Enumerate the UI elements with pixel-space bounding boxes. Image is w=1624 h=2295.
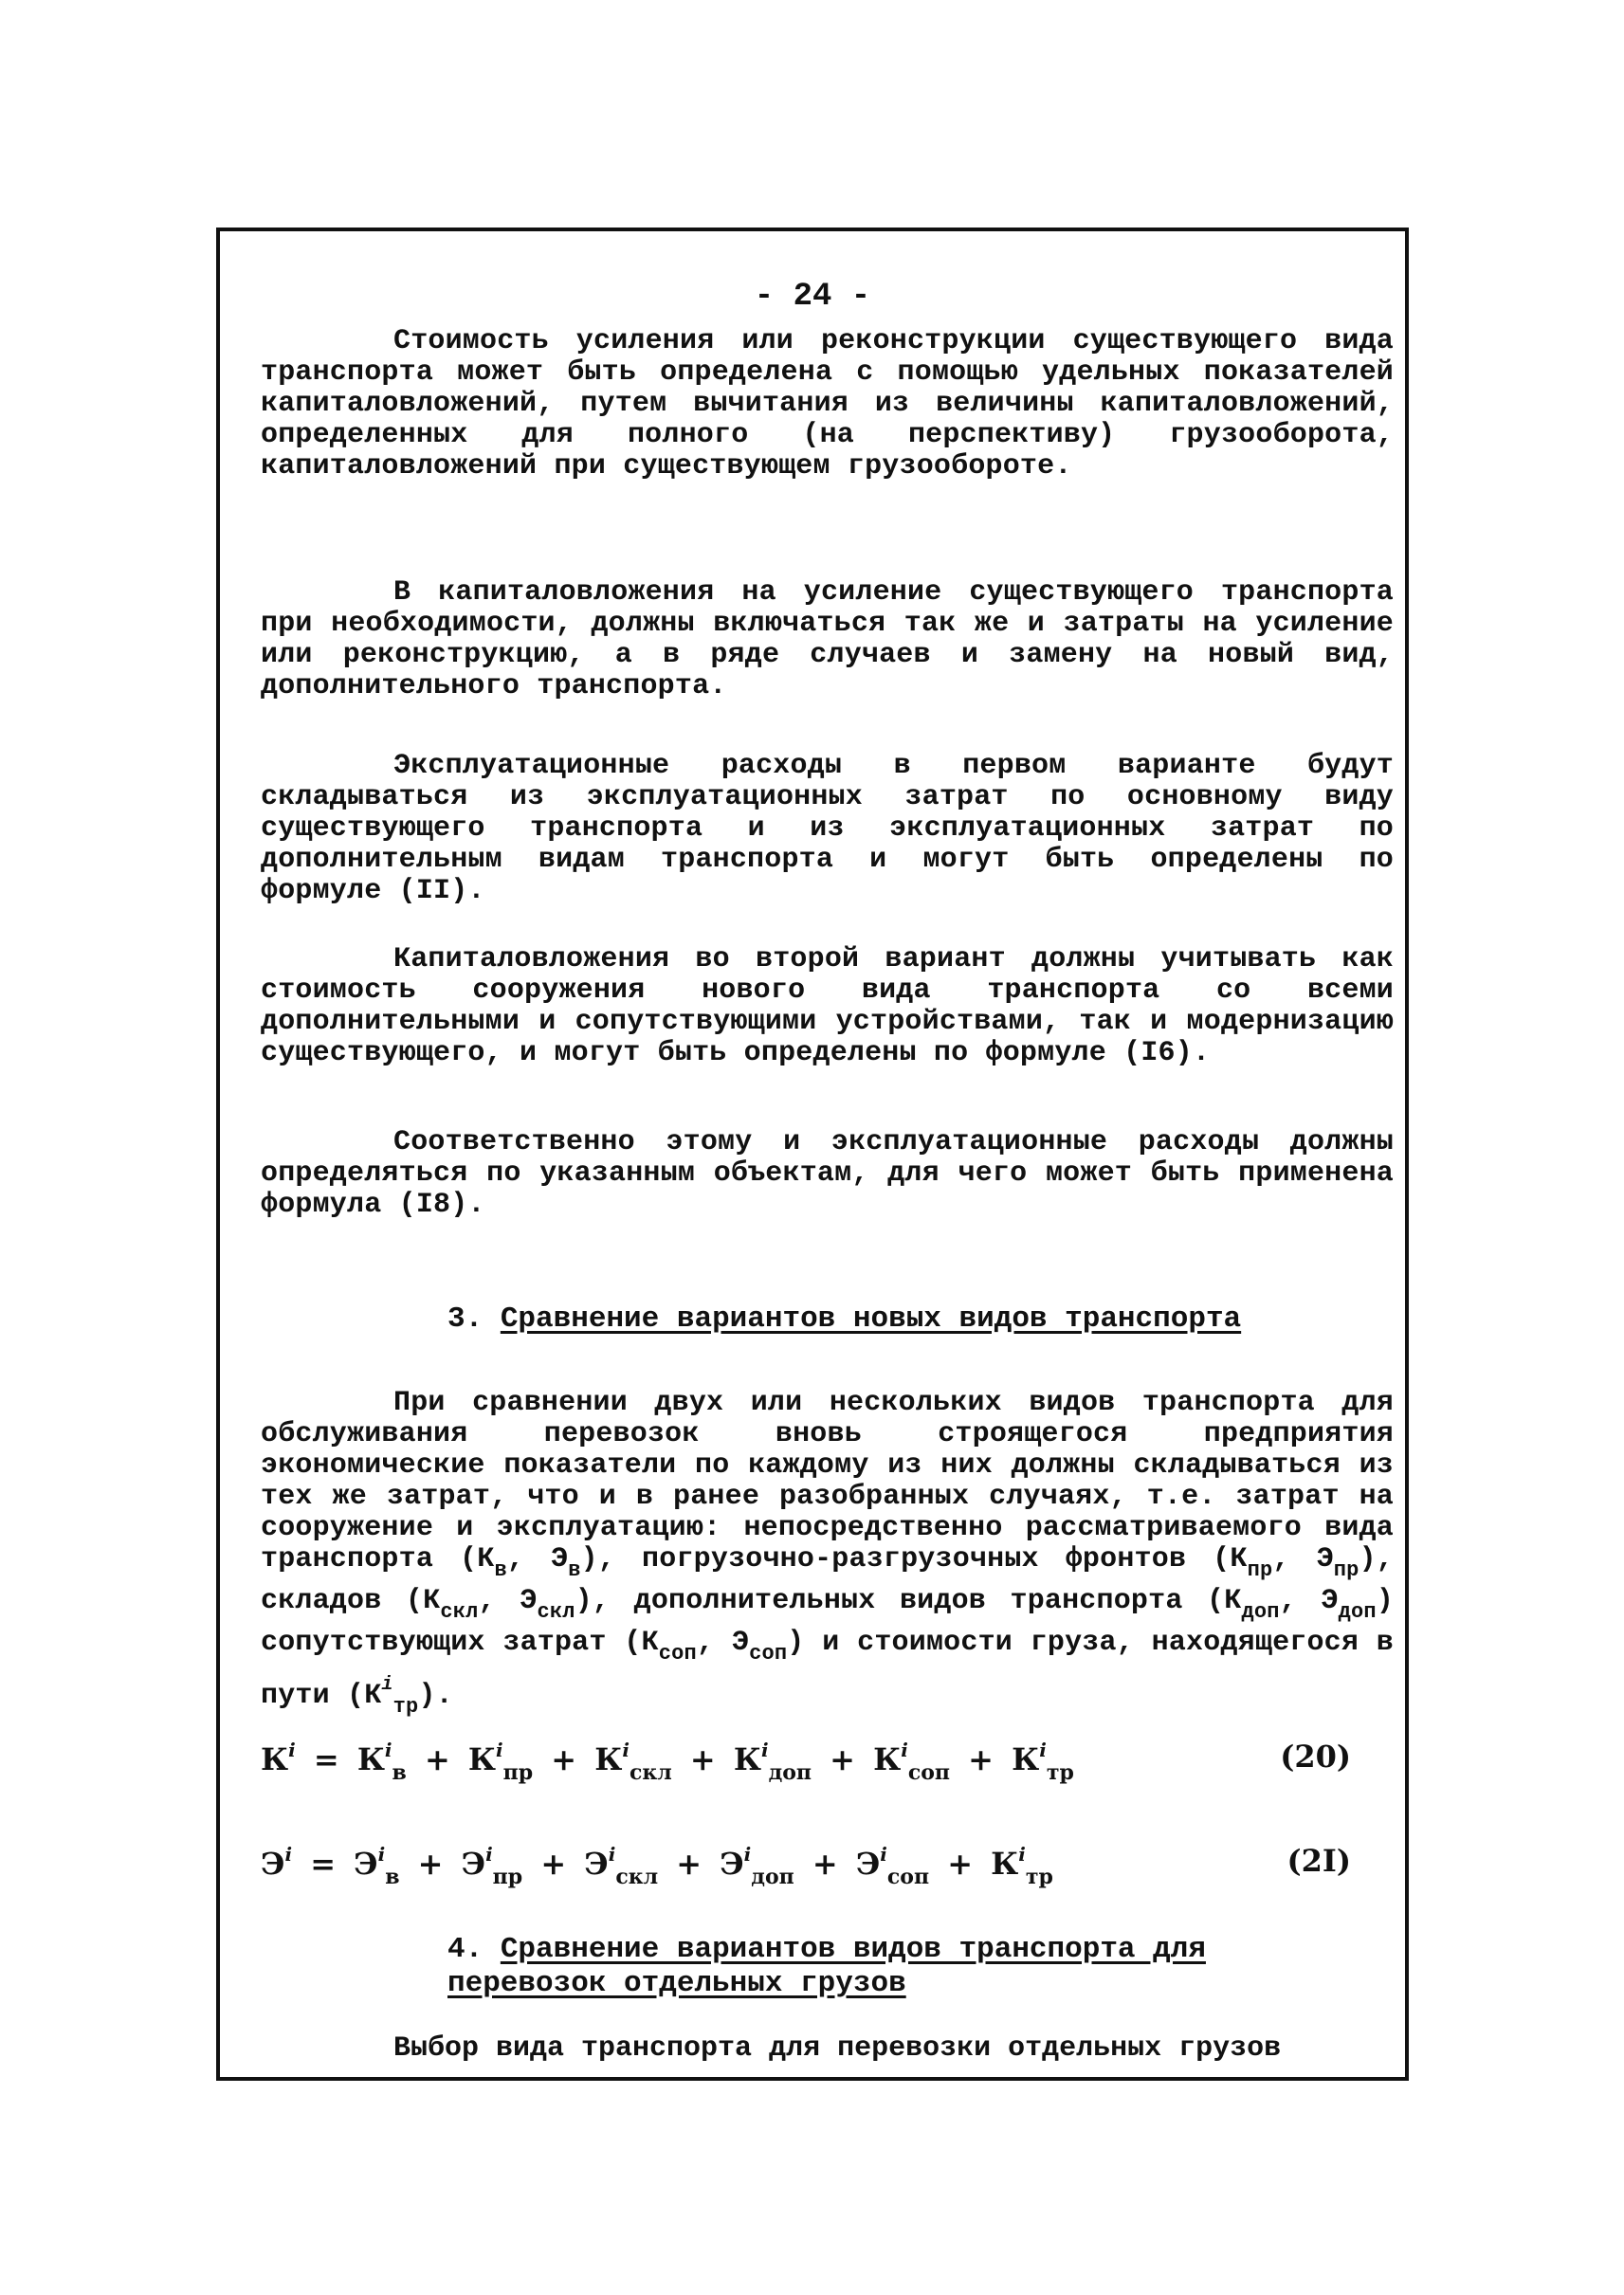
sym-edop: $Э_{доп}$ — [1321, 1585, 1377, 1624]
paragraph-3: Эксплуатационные расходы в первом варианте будут складываться из эксплуатационных затрат по основному виду существующего транспорта и из эксплуатационных затрат по дополнительным видам транспорта и могут быть определены по формуле (II). — [261, 750, 1394, 907]
paragraph-1: Стоимость усиления или реконструкции существующего вида транспорта может быть определена с помощью удельных показателей капиталовложений, путем вычитания из величины капиталовложений, определенных для полного (на перспективу) грузооборота, капиталовложений при существующем грузообороте. — [261, 325, 1394, 483]
section-4-number: 4. — [447, 1933, 484, 1966]
formula-21 — [261, 1843, 1351, 1900]
page-frame — [216, 228, 1409, 2081]
section-3-heading — [447, 1302, 1241, 1337]
sym-eskl: $Э_{скл}$ — [520, 1585, 575, 1624]
formula-20 — [261, 1739, 1351, 1795]
sym-ev: $Э_в$ — [551, 1543, 581, 1582]
paragraph-4: Капиталовложения во второй вариант должны учитывать как стоимость сооружения нового вида транспорта со всеми дополнительными и сопутствующими устройствами, так и модернизацию существующего, и могут быть определены по формуле (I6). — [261, 943, 1394, 1069]
section-3-number: 3. — [447, 1302, 484, 1336]
section-4-title: Сравнение вариантов видов транспорта для перевозок отдельных грузов — [447, 1933, 1206, 2000]
formula-20-expression: $К^i = К^i_в + К^i_{пр} + К^i_{скл} + К^i_{доп} + К^i_{соп} + К^i_{тр}$ — [261, 1739, 1074, 1785]
s3-text-part1: При сравнении двух или нескольких видов транспорта для обслуживания перевозок вновь строящегося предприятия экономические показатели по каждому из них должны складываться из тех же затрат, что и в ранее разобранных случаях, т.е. затрат на сооружение и эксплуатацию: непосредственно рассматриваемого вида транспорта ( — [261, 1387, 1394, 1576]
section-4-heading — [447, 1933, 1282, 2001]
formula-20-number: (20) — [1280, 1739, 1351, 1775]
paragraph-2: В капиталовложения на усиление существующего транспорта при необходимости, должны включаться так же и затраты на усиление или реконструкцию, а в ряде случаев и замену на новый вид, дополнительного транспорта. — [261, 576, 1394, 702]
page-number: - 24 - — [754, 279, 871, 315]
s3-text-part3: ), складов ( — [261, 1543, 1394, 1617]
sym-ktr-i: $К^i_{тр}$ — [364, 1674, 419, 1719]
sym-kskl: $К_{скл}$ — [423, 1585, 479, 1624]
s3-text-part4: ), дополнительных видов транспорта ( — [575, 1585, 1225, 1617]
section-3-paragraph: При сравнении двух или нескольких видов транспорта для обслуживания перевозок вновь строящегося предприятия экономические показатели по каждому из них должны складываться из тех же затрат, что и в ранее разобранных случаях, т.е. затрат на сооружение и эксплуатацию: непосредственно рассматриваемого вида транспорта ($К_в$, $Э_в$), погрузочно-разгрузочных фронтов ($К_{пр}$, $Э_{пр}$), складов ($К_{скл}$, $Э_{скл}$), дополнительных видов транспорта ($К_{доп}$, $Э_{доп}$) сопутствующих затрат ($К_{соп}$, $Э_{соп}$) и стоимости груза, находящегося в пути $(К^i_{тр})$. — [261, 1387, 1395, 1719]
formula-21-expression: $Э^i = Э^i_в + Э^i_{пр} + Э^i_{скл} + Э^i_{доп} + Э^i_{соп} + К^i_{тр}$ — [261, 1843, 1053, 1889]
sym-kv: $К_в$ — [477, 1543, 507, 1582]
paragraph-5: Соответственно этому и эксплуатационные расходы должны определяться по указанным объектам, для чего может быть применена формула (I8). — [261, 1126, 1394, 1221]
s3-text-part7: ). — [418, 1680, 453, 1712]
formula-21-number: (2I) — [1286, 1843, 1351, 1879]
sym-kpr: $К_{пр}$ — [1230, 1543, 1273, 1582]
sym-ksop: $К_{соп}$ — [641, 1627, 697, 1666]
section-3-title: Сравнение вариантов новых видов транспорта — [500, 1302, 1242, 1336]
s3-text-part2: ), погрузочно-разгрузочных фронтов ( — [580, 1543, 1231, 1576]
s3-text-part6: ) и стоимости груза, находящегося в пути ( — [261, 1627, 1395, 1712]
sym-epr: $Э_{пр}$ — [1316, 1543, 1359, 1582]
sym-esop: $Э_{соп}$ — [731, 1627, 788, 1666]
s3-text-part5: ) сопутствующих затрат ( — [261, 1585, 1395, 1659]
last-line: Выбор вида транспорта для перевозки отдельных грузов — [393, 2032, 1282, 2065]
sym-kdop: $К_{доп}$ — [1224, 1585, 1280, 1624]
